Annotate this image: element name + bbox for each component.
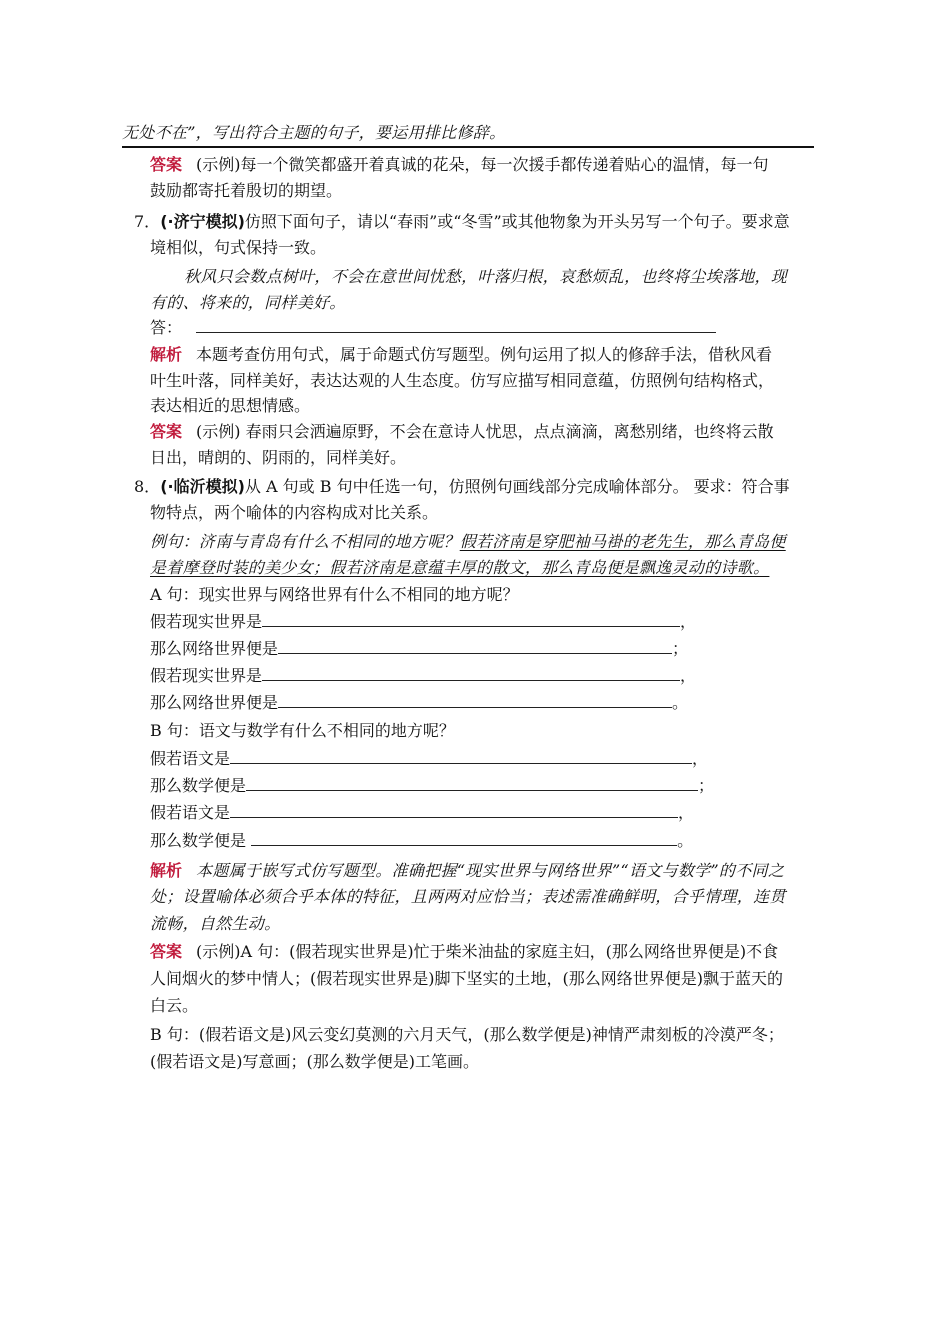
blank-end-punct: ；	[698, 776, 715, 795]
answer-tag: 答案	[150, 155, 183, 174]
q7-example-line-1: 秋风只会数点树叶，不会在意世间忧愁，叶落归根，哀愁烦乱，也终将尘埃落地，现	[184, 267, 788, 286]
fill-blank[interactable]	[278, 693, 672, 708]
blank-label: 那么数学便是	[150, 831, 252, 850]
q8-a-blank-1	[150, 611, 696, 633]
question-text: 从 A 句或 B 句中任选一句，仿照例句画线部分完成喻体部分。 要求：符合事	[244, 477, 790, 496]
q8-a-blank-2	[150, 638, 688, 660]
blank-label: 假若语文是	[150, 749, 231, 768]
answer-text: (示例) 春雨只会洒遍原野，不会在意诗人忧思，点点滴滴，离愁别绪，也终将云散	[196, 422, 774, 441]
answer-label: 答：	[150, 318, 183, 337]
answer-text: (示例)A 句：(假若现实世界是)忙于柴米油盐的家庭主妇，(那么网络世界便是)不食	[196, 942, 779, 961]
fill-blank[interactable]	[278, 639, 672, 654]
q8-a-blank-3	[150, 665, 696, 687]
q8-prompt-line-2: 物特点，两个喻体的内容构成对比关系。	[150, 503, 439, 522]
q8-b-blank-4	[150, 830, 693, 852]
blank-label: 那么网络世界便是	[150, 639, 279, 658]
example-underlined-part: 假若济南是穿肥袖马褂的老先生，那么青岛便	[459, 532, 786, 551]
q8-a-heading: A 句：现实世界与网络世界有什么不相同的地方呢？	[150, 585, 519, 604]
fill-blank[interactable]	[262, 612, 680, 627]
q7-answer-line-2: 日出，晴朗的、阴雨的，同样美好。	[150, 448, 407, 467]
blank-end-punct: ，	[680, 612, 697, 631]
analysis-tag: 解析	[150, 861, 183, 880]
q8-answer-line-4: B 句：(假若语文是)风云变幻莫测的六月天气，(那么数学便是)神情严肃刻板的冷漠严冬；	[150, 1025, 784, 1044]
blank-end-punct: ；	[672, 639, 689, 658]
blank-label: 那么数学便是	[150, 776, 247, 795]
blank-label: 假若现实世界是	[150, 612, 263, 631]
q7-example-line-2: 有的、将来的，同样美好。	[150, 293, 346, 312]
q8-b-blank-3	[150, 802, 694, 824]
answer-tag: 答案	[150, 942, 183, 961]
q7-prompt-line-2: 境相似，句式保持一致。	[150, 238, 327, 257]
q7-answer-field	[150, 317, 716, 339]
question-text: 仿照下面句子，请以“春雨”或“冬雪”或其他物象为开头另写一个句子。要求意	[244, 212, 790, 231]
blank-label: 假若语文是	[150, 803, 231, 822]
q8-b-heading: B 句：语文与数学有什么不相同的地方呢？	[150, 721, 455, 740]
q8-analysis-line-2: 处；设置喻体必须合乎本体的特征，且两两对应恰当；表述需准确鲜明，合乎情理，连贯	[150, 887, 786, 906]
question-number: 8．	[134, 477, 161, 496]
q6-answer-line-2: 鼓励都寄托着殷切的期望。	[150, 181, 343, 200]
q7-prompt-line-1	[134, 211, 790, 233]
answer-text: (示例)每一个微笑都盛开着真诚的花朵，每一次援手都传递着贴心的温情，每一句	[196, 155, 769, 174]
q7-analysis-line-1	[150, 344, 772, 366]
q8-answer-line-2: 人间烟火的梦中情人；(假若现实世界是)脚下坚实的土地，(那么网络世界便是)飘于蓝天的	[150, 969, 783, 988]
fill-blank[interactable]	[251, 831, 677, 846]
example-prefix: 例句：济南与青岛有什么不相同的地方呢？	[150, 532, 460, 551]
blank-end-punct: ，	[692, 749, 709, 768]
question-source: (·济宁模拟)	[160, 212, 245, 231]
fill-blank[interactable]	[246, 776, 698, 791]
fill-blank[interactable]	[230, 749, 692, 764]
q7-analysis-line-3: 表达相近的思想情感。	[150, 396, 311, 415]
blank-end-punct: ，	[678, 803, 695, 822]
q8-b-blank-1	[150, 748, 708, 770]
continued-question-text: 无处不在”，写出符合主题的句子，要运用排比修辞。	[122, 123, 506, 142]
q8-answer-line-1	[150, 941, 778, 963]
analysis-text: 本题属于嵌写式仿写题型。准确把握“现实世界与网络世界”“语文与数学”的不同之	[196, 861, 785, 880]
blank-end-punct: ，	[680, 666, 697, 685]
answer-tag: 答案	[150, 422, 183, 441]
q8-prompt-line-1	[134, 476, 790, 498]
q8-analysis-line-1	[150, 860, 784, 882]
fill-blank[interactable]	[230, 803, 678, 818]
q8-b-blank-2	[150, 775, 714, 797]
q8-answer-line-3: 白云。	[150, 996, 199, 1015]
q6-answer-line-1	[150, 154, 769, 176]
blank-label: 那么网络世界便是	[150, 693, 279, 712]
blank-end-punct: 。	[672, 693, 689, 712]
answer-blank[interactable]	[196, 318, 716, 333]
q8-answer-line-5: (假若语文是)写意画；(那么数学便是)工笔画。	[150, 1052, 479, 1071]
q8-example-line-1	[150, 531, 786, 553]
q7-answer-line-1	[150, 421, 774, 443]
section-divider	[122, 146, 814, 148]
analysis-text: 本题考查仿用句式，属于命题式仿写题型。例句运用了拟人的修辞手法，借秋风看	[196, 345, 773, 364]
analysis-tag: 解析	[150, 345, 183, 364]
question-number: 7．	[134, 212, 161, 231]
q7-analysis-line-2: 叶生叶落，同样美好，表达达观的人生态度。仿写应描写相同意蕴，仿照例句结构格式，	[150, 371, 775, 390]
blank-end-punct: 。	[677, 831, 694, 850]
q8-example-line-2: 是着摩登时装的美少女；假若济南是意蕴丰厚的散文，那么青岛便是飘逸灵动的诗歌。	[150, 558, 770, 577]
q8-a-blank-4	[150, 692, 688, 714]
blank-label: 假若现实世界是	[150, 666, 263, 685]
fill-blank[interactable]	[262, 666, 680, 681]
question-source: (·临沂模拟)	[160, 477, 245, 496]
q8-analysis-line-3: 流畅，自然生动。	[150, 914, 281, 933]
